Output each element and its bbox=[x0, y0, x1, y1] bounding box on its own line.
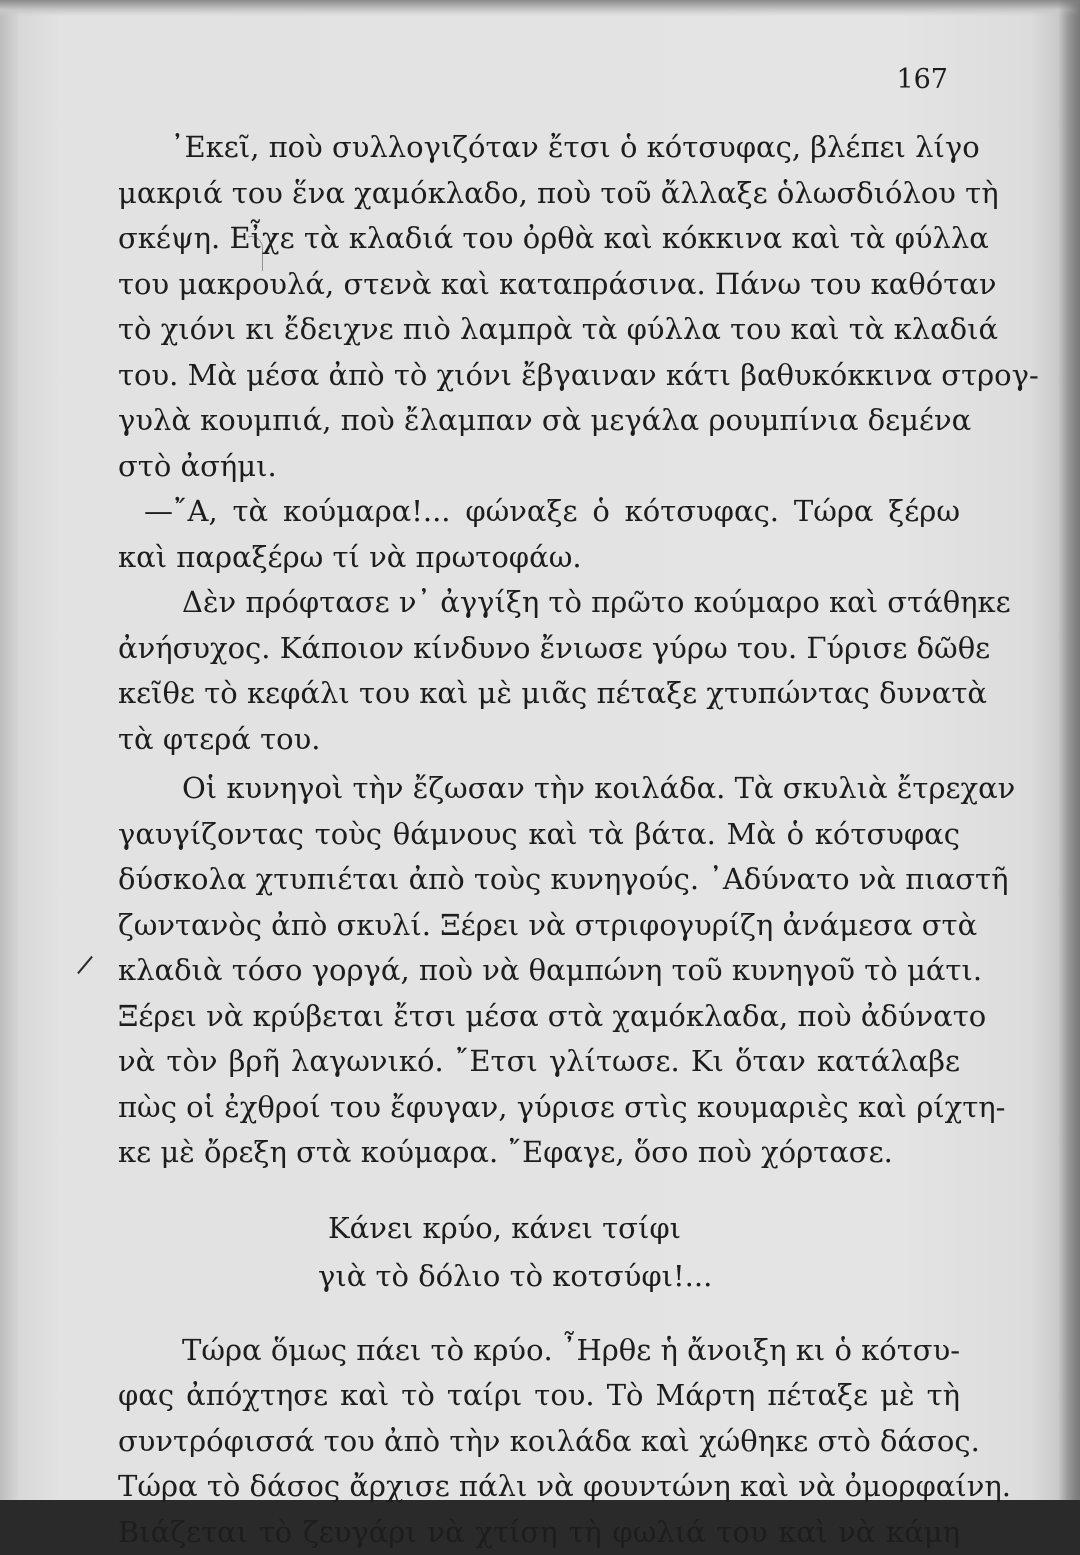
text-line: ἀνήσυχος. Κάποιον κίνδυνο ἔνιωσε γύρω του. Γύρισε δῶθε bbox=[118, 626, 960, 672]
text-line: Ξέρει νὰ κρύβεται ἔτσι μέσα στὰ χαμόκλαδα, ποὺ ἀδύνατο bbox=[118, 994, 960, 1040]
paragraph-1 bbox=[118, 125, 960, 489]
text-line: Τώρα τὸ δάσος ἄρχισε πάλι νὰ φουντώνη καὶ νὰ ὀμορφαίνη. bbox=[118, 1464, 960, 1510]
top-edge-shadow bbox=[0, 0, 1080, 16]
text-line: στὸ ἀσήμι. bbox=[118, 444, 960, 490]
text-line: γαυγίζοντας τοὺς θάμνους καὶ τὰ βάτα. Μὰ ὁ κότσυφας bbox=[118, 812, 960, 858]
text-line: Οἱ κυνηγοὶ τὴν ἔζωσαν τὴν κοιλάδα. Τὰ σκυλιὰ ἔτρεχαν bbox=[118, 766, 960, 812]
verse-line: Κάνει κρύο, κάνει τσίφι bbox=[118, 1204, 960, 1252]
text-line: καὶ παραξέρω τί νὰ πρωτοφάω. bbox=[118, 535, 960, 581]
verse bbox=[118, 1204, 960, 1300]
text-line: σκέψη. Εἶχε τὰ κλαδιά του ὀρθὰ καὶ κόκκινα καὶ τὰ φύλλα bbox=[118, 216, 960, 262]
text-line: του. Μὰ μέσα ἀπὸ τὸ χιόνι ἔβγαιναν κάτι βαθυκόκκινα στρογ- bbox=[118, 353, 960, 399]
margin-pencil-mark bbox=[77, 956, 93, 974]
page-number: 167 bbox=[860, 64, 948, 95]
text-line: κλαδιὰ τόσο γοργά, ποὺ νὰ θαμπώνη τοῦ κυνηγοῦ τὸ μάτι. bbox=[118, 948, 960, 994]
text-line: συντρόφισσά του ἀπὸ τὴν κοιλάδα καὶ χώθηκε στὸ δάσος. bbox=[118, 1419, 960, 1465]
text-line: κεῖθε τὸ κεφάλι του καὶ μὲ μιᾶς πέταξε χτυπώντας δυνατὰ bbox=[118, 671, 960, 717]
body-text bbox=[118, 125, 960, 1555]
text-line: ζωντανὸς ἀπὸ σκυλί. Ξέρει νὰ στριφογυρίζη ἀνάμεσα στὰ bbox=[118, 903, 960, 949]
text-line: πὼς οἱ ἐχθροί του ἔφυγαν, γύρισε στὶς κουμαριὲς καὶ ρίχτη- bbox=[118, 1085, 960, 1131]
paragraph-4 bbox=[118, 766, 960, 1176]
text-line: τὰ φτερά του. bbox=[118, 717, 960, 763]
text-line: του μακρουλά, στενὰ καὶ καταπράσινα. Πάνω του καθόταν bbox=[118, 262, 960, 308]
text-line: δύσκολα χτυπιέται ἀπὸ τοὺς κυνηγούς. ᾿Αδύνατο νὰ πιαστῆ bbox=[118, 857, 960, 903]
text-line: τὸ χιόνι κι ἔδειχνε πιὸ λαμπρὰ τὰ φύλλα του καὶ τὰ κλαδιά bbox=[118, 307, 960, 353]
text-line: —῎Α, τὰ κούμαρα!... φώναξε ὁ κότσυφας. Τώρα ξέρω bbox=[118, 489, 960, 535]
paragraph-2 bbox=[118, 489, 960, 580]
text-line: κε μὲ ὄρεξη στὰ κούμαρα. ῎Εφαγε, ὅσο ποὺ χόρτασε. bbox=[118, 1130, 960, 1176]
text-line: νὰ τὸν βρῆ λαγωνικό. ῎Ετσι γλίτωσε. Κι ὅταν κατάλαβε bbox=[118, 1039, 960, 1085]
text-line: γυλὰ κουμπιά, ποὺ ἔλαμπαν σὰ μεγάλα ρουμπίνια δεμένα bbox=[118, 398, 960, 444]
text-line: μακριά του ἕνα χαμόκλαδο, ποὺ τοῦ ἄλλαξε ὁλωσδιόλου τὴ bbox=[118, 171, 960, 217]
text-line: Βιάζεται τὸ ζευγάρι νὰ χτίση τὴ φωλιά του καὶ νὰ κάμη bbox=[118, 1510, 960, 1555]
verse-line: γιὰ τὸ δόλιο τὸ κοτσύφι!... bbox=[118, 1252, 960, 1300]
text-line: Δὲν πρόφτασε ν᾿ ἀγγίξη τὸ πρῶτο κούμαρο καὶ στάθηκε bbox=[118, 580, 960, 626]
paragraph-5 bbox=[118, 1328, 960, 1555]
paragraph-3 bbox=[118, 580, 960, 762]
text-line: ᾿Εκεῖ, ποὺ συλλογιζόταν ἔτσι ὁ κότσυφας, βλέπει λίγο bbox=[118, 125, 960, 171]
text-line: φας ἀπόχτησε καὶ τὸ ταίρι του. Τὸ Μάρτη πέταξε μὲ τὴ bbox=[118, 1373, 960, 1419]
right-edge-shadow bbox=[1058, 0, 1080, 1500]
text-line: Τώρα ὅμως πάει τὸ κρύο. ῏Ηρθε ἡ ἄνοιξη κι ὁ κότσυ- bbox=[118, 1328, 960, 1374]
